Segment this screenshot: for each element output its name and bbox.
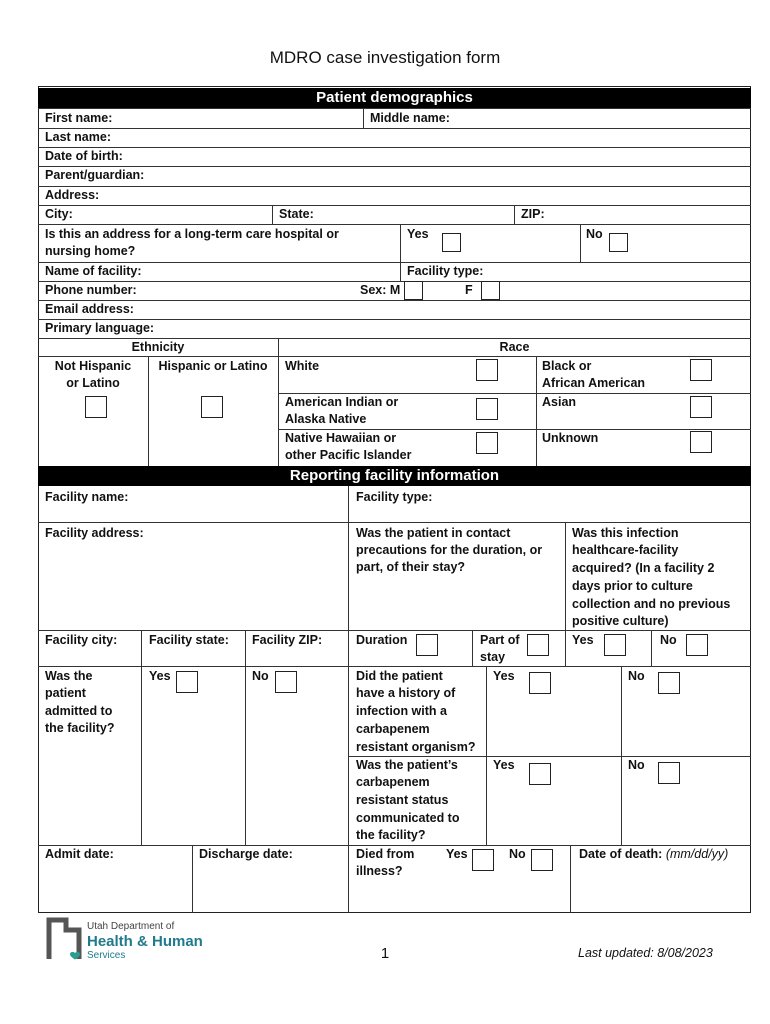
cre-history-yes-label: Yes	[493, 669, 515, 683]
email-label: Email address:	[45, 302, 134, 316]
race-white-label: White	[285, 359, 320, 373]
admitted-line1: Was the	[45, 669, 93, 683]
address-label: Address:	[45, 188, 100, 202]
phone-label: Phone number:	[45, 283, 137, 297]
logo-line1: Utah Department of	[87, 921, 175, 932]
rep-zip-label: Facility ZIP:	[252, 633, 323, 647]
divider	[278, 338, 279, 466]
patient-demographics-header: Patient demographics	[38, 88, 751, 108]
duration-checkbox[interactable]	[416, 634, 438, 656]
divider	[570, 845, 571, 913]
divider	[486, 666, 487, 845]
divider	[400, 224, 401, 281]
race-heading: Race	[499, 340, 530, 354]
admitted-line3: admitted to	[45, 704, 113, 718]
died-yes-label: Yes	[446, 847, 468, 861]
hai-question-line1: Was this infection	[572, 526, 679, 540]
ltc-yes-checkbox[interactable]	[442, 233, 461, 252]
last-updated: Last updated: 8/08/2023	[578, 946, 713, 960]
rep-facility-type-label: Facility type:	[356, 490, 433, 504]
hai-question-line6: positive culture)	[572, 614, 669, 628]
divider	[38, 186, 751, 187]
hai-question-line4: days prior to culture	[572, 579, 693, 593]
cre-history-line3: infection with a	[356, 704, 447, 718]
died-from-illness-line2: illness?	[356, 864, 403, 878]
contact-precautions-line2: precautions for the duration, or	[356, 543, 543, 557]
divider	[472, 630, 473, 666]
cre-communicated-no-checkbox[interactable]	[658, 762, 680, 784]
cre-history-line4: carbapenem	[356, 722, 430, 736]
cre-history-no-label: No	[628, 669, 645, 683]
ltc-question-line1: Is this an address for a long-term care hospital or	[45, 227, 339, 241]
admitted-yes-checkbox[interactable]	[176, 671, 198, 693]
form-title: MDRO case investigation form	[269, 48, 501, 67]
ethnicity-heading: Ethnicity	[131, 340, 185, 354]
cre-history-yes-checkbox[interactable]	[529, 672, 551, 694]
divider	[651, 630, 652, 666]
divider	[363, 108, 364, 128]
date-of-death-text: Date of death:	[579, 847, 663, 861]
last-name-label: Last name:	[45, 130, 111, 144]
cre-communicated-no-label: No	[628, 758, 645, 772]
hai-yes-label: Yes	[572, 633, 594, 647]
admitted-line2: patient	[45, 686, 86, 700]
ltc-no-checkbox[interactable]	[609, 233, 628, 252]
ltc-no-label: No	[586, 227, 603, 241]
not-hispanic-label-line2: or Latino	[66, 376, 120, 390]
divider	[38, 128, 751, 129]
divider	[141, 630, 142, 845]
divider	[536, 356, 537, 466]
cre-communicated-yes-label: Yes	[493, 758, 515, 772]
rep-city-label: Facility city:	[45, 633, 118, 647]
divider	[38, 300, 751, 301]
race-amer-ind-label-line2: Alaska Native	[285, 412, 367, 426]
sex-f-label: F	[465, 283, 473, 297]
admitted-no-label: No	[252, 669, 269, 683]
city-label: City:	[45, 207, 73, 221]
zip-label: ZIP:	[521, 207, 545, 221]
discharge-date-label: Discharge date:	[199, 847, 293, 861]
hai-question-line5: collection and no previous	[572, 597, 731, 611]
divider	[514, 205, 515, 224]
race-black-label-line2: African American	[542, 376, 646, 390]
page-number: 1	[380, 945, 390, 962]
cre-history-line1: Did the patient	[356, 669, 443, 683]
sex-m-label: Sex: M	[360, 283, 401, 297]
divider	[565, 522, 566, 666]
admitted-line4: the facility?	[45, 721, 115, 735]
died-no-label: No	[509, 847, 526, 861]
middle-name-label: Middle name:	[370, 111, 450, 125]
hai-question-line3: acquired? (In a facility 2	[572, 561, 715, 575]
race-amer-ind-label-line1: American Indian or	[285, 395, 399, 409]
race-white-checkbox[interactable]	[476, 359, 498, 381]
hai-no-label: No	[660, 633, 677, 647]
cre-history-no-checkbox[interactable]	[658, 672, 680, 694]
cre-communicated-line5: the facility?	[356, 828, 426, 842]
parent-label: Parent/guardian:	[45, 168, 145, 182]
admit-date-label: Admit date:	[45, 847, 114, 861]
divider	[38, 666, 751, 667]
duration-label: Duration	[356, 633, 408, 647]
died-from-illness-line1: Died from	[356, 847, 415, 861]
hispanic-label: Hispanic or Latino	[158, 359, 268, 373]
part-of-stay-line2: stay	[480, 650, 506, 664]
race-hawaiian-label-line2: other Pacific Islander	[285, 448, 412, 462]
hai-question-line2: healthcare-facility	[572, 543, 679, 557]
divider	[38, 262, 751, 263]
sex-f-checkbox[interactable]	[481, 281, 500, 300]
admitted-yes-label: Yes	[149, 669, 171, 683]
divider	[38, 147, 751, 148]
divider	[580, 224, 581, 262]
contact-precautions-line3: part, of their stay?	[356, 560, 466, 574]
rep-facility-name-label: Facility name:	[45, 490, 129, 504]
cre-communicated-line2: carbapenem	[356, 775, 430, 789]
divider	[38, 224, 751, 225]
part-of-stay-line1: Part of	[480, 633, 520, 647]
hai-yes-checkbox[interactable]	[604, 634, 626, 656]
not-hispanic-checkbox[interactable]	[85, 396, 107, 418]
logo-line2: Health & Human	[87, 933, 203, 950]
divider	[348, 486, 349, 913]
cre-communicated-line1: Was the patient’s	[356, 758, 458, 772]
race-asian-checkbox[interactable]	[690, 396, 712, 418]
rep-state-label: Facility state:	[149, 633, 229, 647]
admitted-no-checkbox[interactable]	[275, 671, 297, 693]
facility-name-label: Name of facility:	[45, 264, 142, 278]
divider	[38, 205, 751, 206]
divider	[245, 630, 246, 845]
state-label: State:	[279, 207, 314, 221]
cre-communicated-yes-checkbox[interactable]	[529, 763, 551, 785]
ltc-question-line2: nursing home?	[45, 244, 136, 258]
race-black-label-line1: Black or	[542, 359, 592, 373]
date-of-death-format: (mm/dd/yy)	[665, 847, 729, 861]
race-unknown-checkbox[interactable]	[690, 431, 712, 453]
contact-precautions-line1: Was the patient in contact	[356, 526, 511, 540]
hai-no-checkbox[interactable]	[686, 634, 708, 656]
cre-history-line5: resistant organism?	[356, 740, 476, 754]
divider	[272, 205, 273, 224]
cre-history-line2: have a history of	[356, 686, 456, 700]
race-amer-ind-checkbox[interactable]	[476, 398, 498, 420]
race-hawaiian-checkbox[interactable]	[476, 432, 498, 454]
dob-label: Date of birth:	[45, 149, 123, 163]
sex-m-checkbox[interactable]	[404, 281, 423, 300]
race-hawaiian-label-line1: Native Hawaiian or	[285, 431, 397, 445]
hispanic-checkbox[interactable]	[201, 396, 223, 418]
not-hispanic-label-line1: Not Hispanic	[54, 359, 132, 373]
divider	[38, 166, 751, 167]
first-name-label: First name:	[45, 111, 113, 125]
ltc-yes-label: Yes	[407, 227, 429, 241]
language-label: Primary language:	[45, 321, 155, 335]
died-yes-checkbox[interactable]	[472, 849, 494, 871]
divider	[38, 108, 751, 109]
divider	[38, 522, 751, 523]
part-of-stay-checkbox[interactable]	[527, 634, 549, 656]
cre-communicated-line4: communicated to	[356, 811, 460, 825]
divider	[621, 666, 622, 845]
logo-line3: Services	[87, 950, 126, 961]
divider	[192, 845, 193, 913]
date-of-death-label	[579, 846, 728, 864]
rep-facility-address-label: Facility address:	[45, 526, 144, 540]
reporting-facility-header: Reporting facility information	[38, 466, 751, 486]
died-no-checkbox[interactable]	[531, 849, 553, 871]
race-asian-label: Asian	[542, 395, 577, 409]
facility-type-label: Facility type:	[407, 264, 484, 278]
cre-communicated-line3: resistant status	[356, 793, 449, 807]
race-unknown-label: Unknown	[542, 431, 599, 445]
race-black-checkbox[interactable]	[690, 359, 712, 381]
